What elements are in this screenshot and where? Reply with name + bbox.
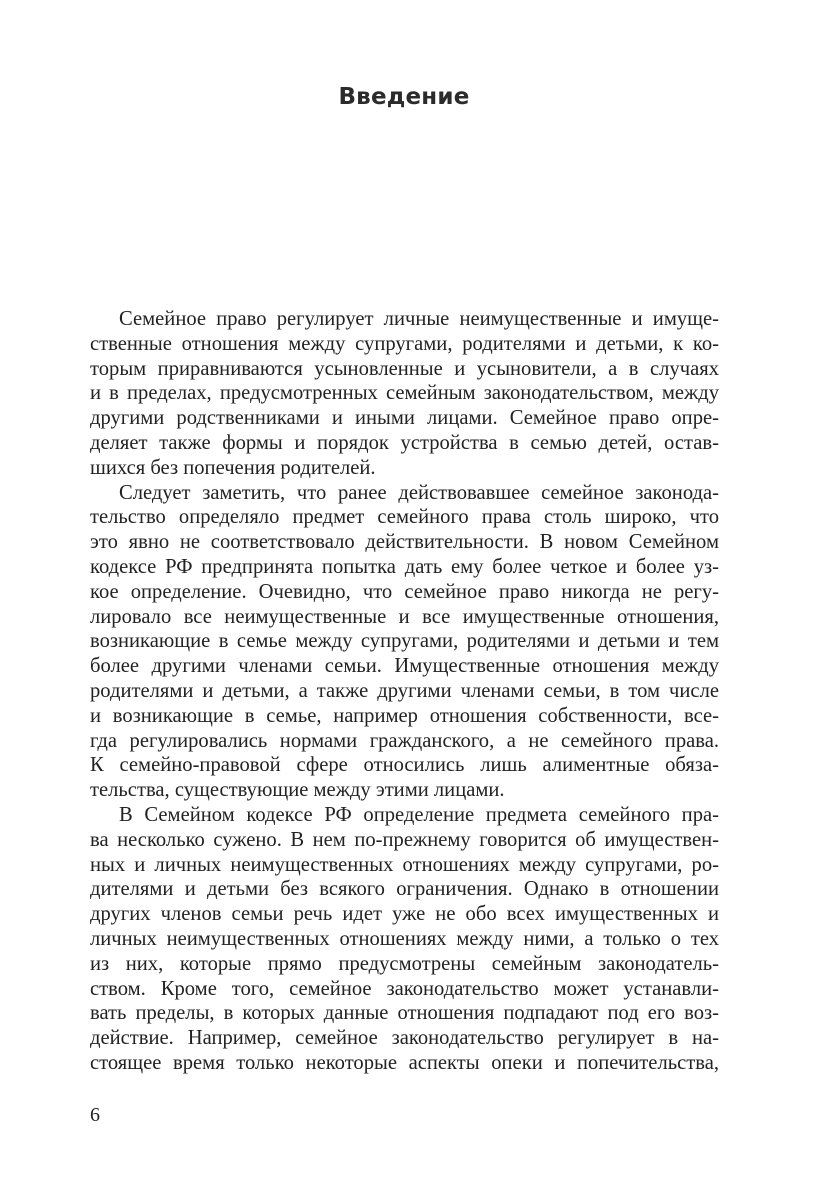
text-line: вать пределы, в которых данные отношения подпадают под его воз- — [90, 1002, 719, 1025]
text-line: родителями и детьми, а также другими членами семьи, в том числе — [90, 679, 719, 702]
text-line: и возникающие в семье, например отношения собственности, все- — [90, 704, 719, 727]
text-line: стоящее время только некоторые аспекты опеки и попечительства, — [90, 1051, 719, 1074]
text-line: ных и личных неимущественных отношениях между супругами, ро- — [90, 853, 719, 876]
text-line: ственные отношения между супругами, родителями и детьми, к ко- — [90, 332, 719, 355]
text-line: кое определение. Очевидно, что семейное право никогда не регу- — [90, 580, 719, 603]
text-line: кодексе РФ предпринята попытка дать ему более четкое и более уз- — [90, 555, 719, 578]
page-title: Введение — [338, 84, 470, 110]
text-line: Следует заметить, что ранее действовавшее семейное законода- — [119, 481, 719, 504]
text-line: более другими членами семьи. Имущественные отношения между — [90, 655, 719, 678]
text-line: это явно не соответствовало действительности. В новом Семейном — [90, 531, 719, 554]
text-line: гда регулировались нормами гражданского, а не семейного права. — [90, 729, 719, 752]
text-line: тельство определяло предмет семейного права столь широко, что — [90, 506, 719, 529]
text-line: деляет также формы и порядок устройства в семью детей, остав- — [90, 431, 719, 454]
text-line: лировало все неимущественные и все имущественные отношения, — [90, 605, 719, 628]
page-number: 6 — [90, 1104, 100, 1126]
text-line: другими родственниками и иными лицами. Семейное право опре- — [90, 407, 719, 430]
text-line: ством. Кроме того, семейное законодательство может устанавли- — [90, 977, 719, 1000]
text-line: личных неимущественных отношениях между ними, а только о тех — [90, 927, 719, 950]
text-line: из них, которые прямо предусмотрены семейным законодатель- — [90, 952, 719, 975]
text-line: шихся без попечения родителей. — [90, 456, 376, 479]
text-line: тельства, существующие между этими лицами. — [90, 779, 505, 802]
text-line: торым приравниваются усыновленные и усыновители, а в случаях — [90, 357, 719, 380]
text-line: Семейное право регулирует личные неимущественные и имуще- — [119, 308, 719, 330]
text-line: К семейно-правовой сфере относились лишь алиментные обяза- — [90, 754, 719, 777]
text-line: и в пределах, предусмотренных семейным законодательством, между — [90, 382, 719, 405]
text-line: дителями и детьми без всякого ограничения. Однако в отношении — [90, 878, 719, 901]
text-line: возникающие в семье между супругами, родителями и детьми и тем — [90, 630, 719, 653]
body-text — [90, 307, 719, 1076]
text-line: В Семейном кодексе РФ определение предмета семейного пра- — [119, 803, 719, 826]
text-line: ва несколько сужено. В нем по-прежнему говорится об имуществен- — [90, 828, 719, 851]
text-line: действие. Например, семейное законодательство регулирует в на- — [90, 1027, 719, 1050]
text-line: других членов семьи речь идет уже не обо всех имущественных и — [90, 903, 719, 926]
